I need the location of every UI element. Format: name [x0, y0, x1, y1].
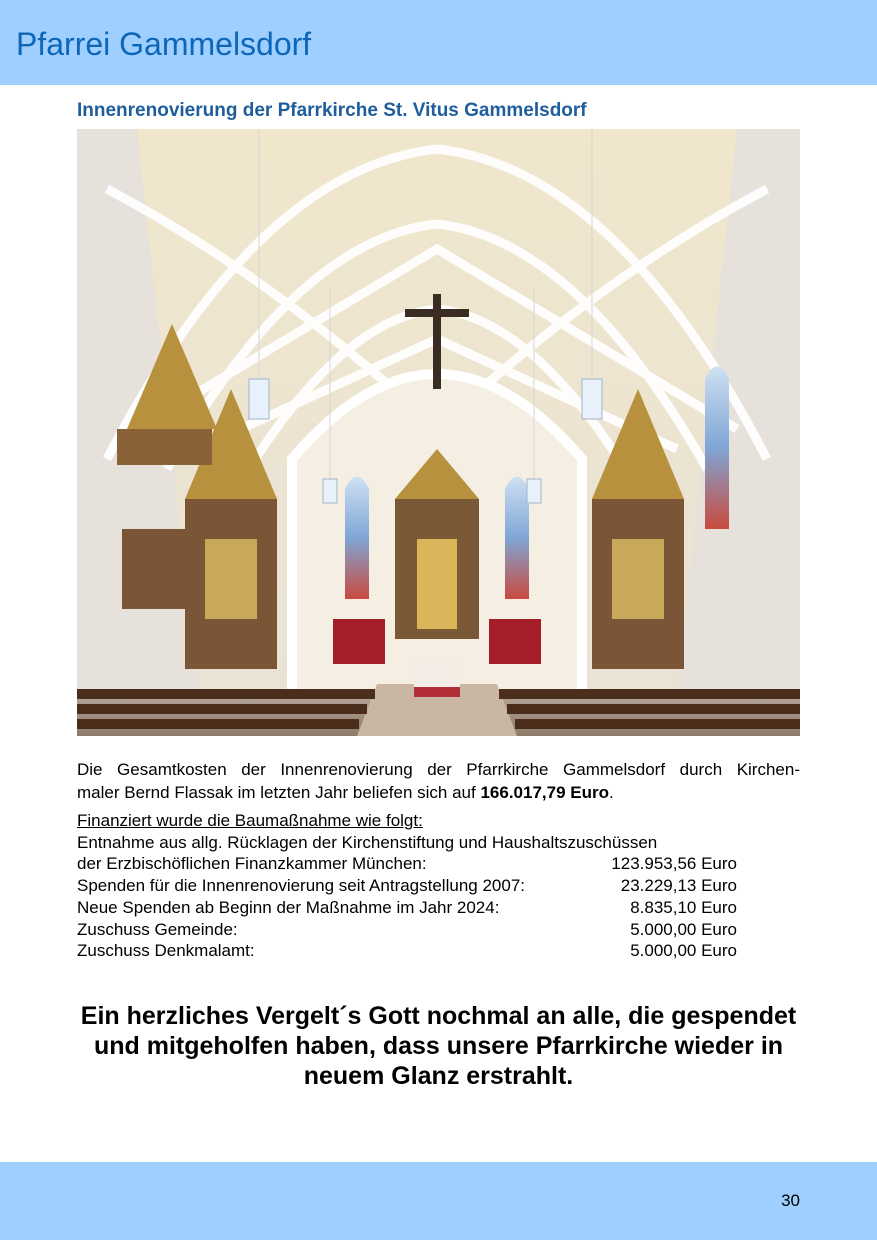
header-title: Pfarrei Gammelsdorf	[16, 26, 312, 62]
page-header	[0, 0, 877, 85]
intro-paragraph	[77, 758, 800, 804]
closing-thanks: Ein herzliches Vergelt´s Gott nochmal an alle, die gespendet und mitgeholfen haben, dass unsere Pfarrkirche wieder in neuem Glanz erstrahlt.	[80, 1002, 797, 1090]
financing-list	[77, 810, 737, 962]
financing-heading: Finanziert wurde die Baumaßnahme wie folgt:	[77, 811, 423, 830]
intro-line-2-end: .	[609, 783, 614, 802]
financing-label: Spenden für die Innenrenovierung seit Antragstellung 2007:	[77, 876, 525, 896]
total-cost: 166.017,79 Euro	[480, 783, 609, 802]
section-heading: Innenrenovierung der Pfarrkirche St. Vitus Gammelsdorf	[77, 100, 587, 121]
church-interior-photo	[77, 129, 800, 736]
financing-item-1-line-1: Entnahme aus allg. Rücklagen der Kirchenstiftung und Haushaltszuschüssen	[77, 832, 658, 852]
financing-amount: 123.953,56 Euro	[611, 854, 737, 874]
financing-amount: 5.000,00 Euro	[630, 941, 737, 961]
financing-label: Zuschuss Gemeinde:	[77, 919, 238, 939]
page-number: 30	[781, 1191, 800, 1210]
financing-amount: 8.835,10 Euro	[630, 897, 737, 917]
financing-label: Zuschuss Denkmalamt:	[77, 941, 255, 961]
financing-row	[77, 853, 737, 875]
financing-label: Neue Spenden ab Beginn der Maßnahme im Jahr 2024:	[77, 897, 500, 917]
financing-row	[77, 919, 737, 941]
financing-row	[77, 897, 737, 919]
financing-amount: 23.229,13 Euro	[620, 876, 737, 896]
page-footer	[0, 1162, 877, 1240]
financing-row	[77, 940, 737, 962]
financing-row	[77, 875, 737, 897]
financing-amount: 5.000,00 Euro	[630, 919, 737, 939]
intro-line-1: Die Gesamtkosten der Innenrenovierung der Pfarrkirche Gammelsdorf durch Kirchen-	[77, 760, 800, 779]
intro-line-2-start: maler Bernd Flassak im letzten Jahr beliefen sich auf	[77, 783, 481, 802]
financing-label: der Erzbischöflichen Finanzkammer München:	[77, 854, 427, 874]
